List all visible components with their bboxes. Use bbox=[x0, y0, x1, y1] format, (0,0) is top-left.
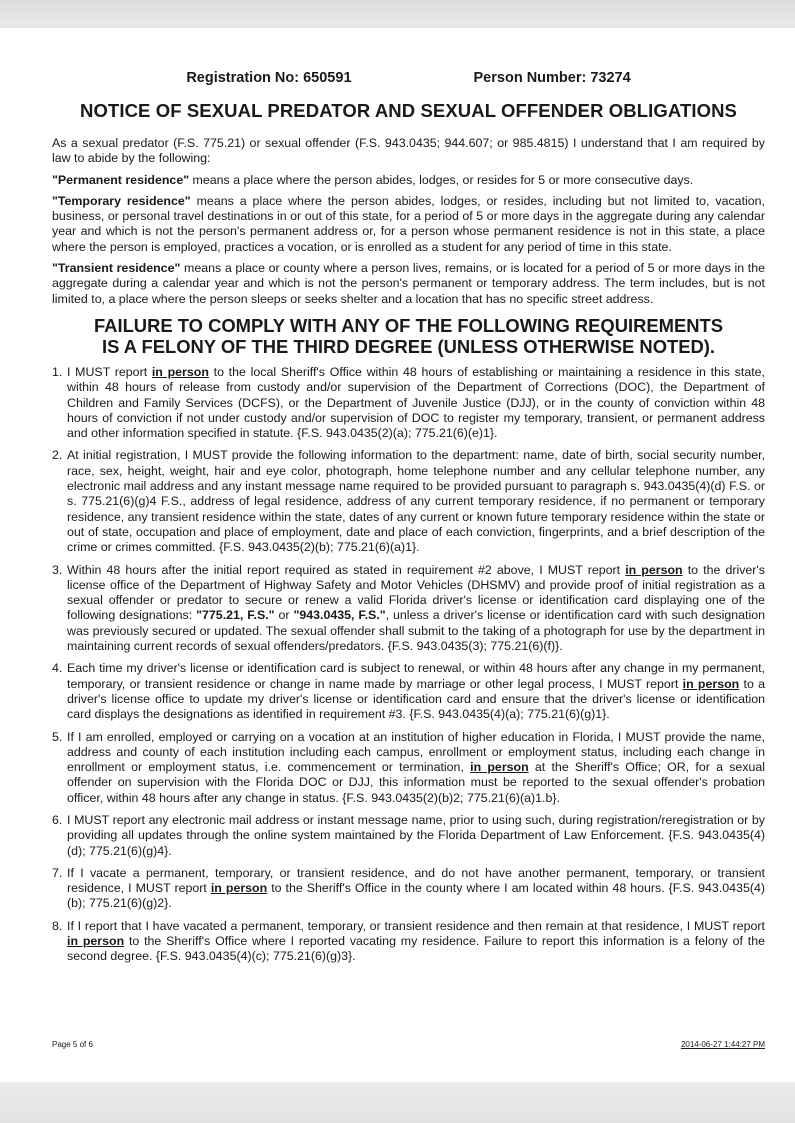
page-number: Page 5 of 6 bbox=[52, 1040, 93, 1049]
definition-permanent-text: means a place where the person abides, lodges, or resides for 5 or more consecutive days. bbox=[189, 172, 694, 187]
requirement-text: to the Sheriff's Office where I reported vacating my residence. Failure to report this information is a felony of the second degree. {F.S. 943.0435(4)(c); 775.21(6)(g)3}. bbox=[67, 934, 766, 964]
in-person-emphasis: in person bbox=[151, 364, 209, 379]
requirement-number: 7. bbox=[52, 865, 63, 880]
requirement-text: Each time my driver's license or identification card is subject to renewal, or within 48 hours after any change in my permanent, temporary, or transient residence or change in name made by marriage or other legal process, I MUST report bbox=[67, 661, 765, 691]
requirement-1 bbox=[52, 365, 765, 441]
requirement-number: 2. bbox=[52, 448, 63, 463]
requirement-5 bbox=[52, 730, 765, 806]
definition-permanent bbox=[52, 173, 765, 188]
failure-line-2: IS A FELONY OF THE THIRD DEGREE (UNLESS OTHERWISE NOTED). bbox=[101, 335, 716, 357]
definition-temporary-text: means a place where the person abides, lodges, or resides, including but not limited to, vacation, business, or personal travel destinations in or out of this state, for a period of 5 or more days in the aggregate during any calendar year and which is not the person's permanent address or, for a person whose permanent residence is not in this state, a place where the person is employed, practices a vocation, or is enrolled as a student for any period of time in this state. bbox=[52, 193, 765, 254]
requirements-list bbox=[52, 365, 765, 965]
definition-temporary bbox=[52, 194, 765, 255]
requirement-number: 3. bbox=[52, 562, 63, 577]
failure-warning bbox=[52, 315, 765, 357]
requirement-text: I MUST report any electronic mail address or instant message name, prior to using such, during registration/reregistration or by providing all updates through the online system maintained by the Florida Department of Law Enforcement. {F.S. 943.0435(4)(d); 775.21(6)(g)4}. bbox=[67, 812, 765, 858]
requirement-text: to a driver's license office to update my driver's license or identification card and ensure that the driver's license or identification card displays the designations as identified in requirement #3. {F.S. 943.0435(4)(a); 775.21(6)(g)1}. bbox=[67, 676, 765, 722]
registration-number: Registration No: 650591 bbox=[186, 70, 352, 86]
page-footer bbox=[52, 1040, 765, 1049]
requirement-text: If I report that I have vacated a permanent, temporary, or transient residence and then remain at that residence, I MUST report bbox=[67, 918, 765, 933]
scan-bottom-border bbox=[0, 1082, 795, 1123]
definition-transient bbox=[52, 261, 765, 307]
person-number: Person Number: 73274 bbox=[473, 70, 631, 86]
requirement-number: 8. bbox=[52, 918, 63, 933]
print-timestamp: 2014-06-27 1:44:27 PM bbox=[680, 1040, 765, 1049]
requirement-number: 5. bbox=[52, 729, 63, 744]
in-person-emphasis: in person bbox=[67, 934, 125, 949]
notice-title: NOTICE OF SEXUAL PREDATOR AND SEXUAL OFFENDER OBLIGATIONS bbox=[79, 100, 737, 121]
requirement-text: to the Sheriff's Office in the county where I am located within 48 hours. {F.S. 943.0435(4)(b); 775.21(6)(g)2}. bbox=[67, 881, 765, 911]
requirement-2 bbox=[52, 448, 765, 555]
requirement-text: or bbox=[274, 608, 294, 623]
requirement-number: 1. bbox=[52, 364, 63, 379]
requirement-3 bbox=[52, 563, 765, 655]
term-permanent: "Permanent residence" bbox=[52, 172, 190, 187]
intro-paragraph: As a sexual predator (F.S. 775.21) or sexual offender (F.S. 943.0435; 944.607; or 985.4815) I understand that I am required by law to abide by the following: bbox=[52, 136, 765, 166]
in-person-emphasis: in person bbox=[210, 881, 268, 896]
requirement-4 bbox=[52, 661, 765, 722]
designation-775: "775.21, F.S." bbox=[196, 608, 275, 623]
requirement-text: Within 48 hours after the initial report required as stated in requirement #2 above, I MUST report bbox=[67, 562, 626, 577]
failure-line-1: FAILURE TO COMPLY WITH ANY OF THE FOLLOWING REQUIREMENTS bbox=[93, 314, 724, 336]
requirement-8 bbox=[52, 919, 765, 965]
requirement-text: If I vacate a permanent, temporary, or transient residence, and do not have another permanent, temporary, or transient residence, I MUST report bbox=[67, 865, 765, 896]
document-page bbox=[52, 70, 765, 972]
requirement-7 bbox=[52, 866, 765, 912]
requirement-text: at the Sheriff's Office; OR, for a sexual offender on supervision with the Florida DOC or DJJ, this information must be reported to the sexual offender's probation officer, within 48 hours after any change in status. {F.S. 943.0435(2)(b)2; 775.21(6)(a)1.b}. bbox=[67, 760, 766, 805]
requirement-text: to the local Sheriff's Office within 48 hours of establishing or maintaining a residence in this state, within 48 hours of release from custody and/or supervision of the Department of Corrections (DOC), the Department of Children and Family Services (DCFS), or the Department of Juvenile Justice (DJJ), or in the county of conviction within 48 hours of conviction if not under custody and/or supervision of DOC to register my temporary, transient, or permanent address and other information specified in statute. {F.S. 943.0435(2)(a); 775.21(6)(e)1}. bbox=[67, 364, 765, 441]
term-temporary: "Temporary residence" bbox=[52, 193, 191, 208]
in-person-emphasis: in person bbox=[625, 562, 683, 577]
registration-header bbox=[52, 70, 765, 86]
scan-top-border bbox=[0, 0, 795, 28]
requirement-text: I MUST report bbox=[67, 364, 152, 379]
in-person-emphasis: in person bbox=[470, 760, 529, 775]
designation-943: "943.0435, F.S." bbox=[293, 608, 386, 623]
requirement-number: 4. bbox=[52, 661, 63, 676]
requirement-6 bbox=[52, 813, 765, 859]
requirement-text: If I am enrolled, employed or carrying on a vocation at an institution of higher education in Florida, I MUST provide the name, address and county of each institution including each campus, enrollment or employment status, including each change in enrollment or employment status, i.e. commencement or termination, bbox=[67, 729, 765, 775]
term-transient: "Transient residence" bbox=[52, 261, 181, 276]
requirement-text: , unless a driver's license or identification card with such designation was previously secured or updated. The sexual offender shall submit to the taking of a photograph for use by the department in maintaining current records of sexual offenders/predators. {F.S. 943.0435(3); 775.21(6)(f)}. bbox=[67, 608, 765, 654]
definition-transient-text: means a place or county where a person lives, remains, or is located for a period of 5 or more days in the aggregate during a calendar year and which is not the person's permanent or temporary address. The term includes, but is not limited to, a place where the person sleeps or seeks shelter and a location that has no specific street address. bbox=[52, 261, 765, 306]
requirement-text: At initial registration, I MUST provide the following information to the department: name, date of birth, social security number, race, sex, height, weight, hair and eye color, photograph, home telephone number and any cellular telephone number, any electronic mail address and any instant message name required to be provided pursuant to paragraph s. 943.0435(4)(d) F.S. or s. 775.21(6)(g)4 F.S., address of legal residence, address of any current temporary residence, if no permanent or temporary residence, any transient residence within the state, dates of any current or known future temporary residence within the state or out of state, occupation and place of employment, date and place of each conviction, fingerprints, and a brief description of the crime or crimes committed. {F.S. 943.0435(2)(b); 775.21(6)(a)1}. bbox=[67, 448, 765, 555]
requirement-number: 6. bbox=[52, 812, 63, 827]
in-person-emphasis: in person bbox=[682, 676, 740, 691]
requirement-text: to the driver's license office of the Department of Highway Safety and Motor Vehicles (DHSMV) and provide proof of initial registration as a sexual offender or predator to secure or renew a valid Florida driver's license or identification card displaying one of the following designations: bbox=[67, 562, 765, 623]
